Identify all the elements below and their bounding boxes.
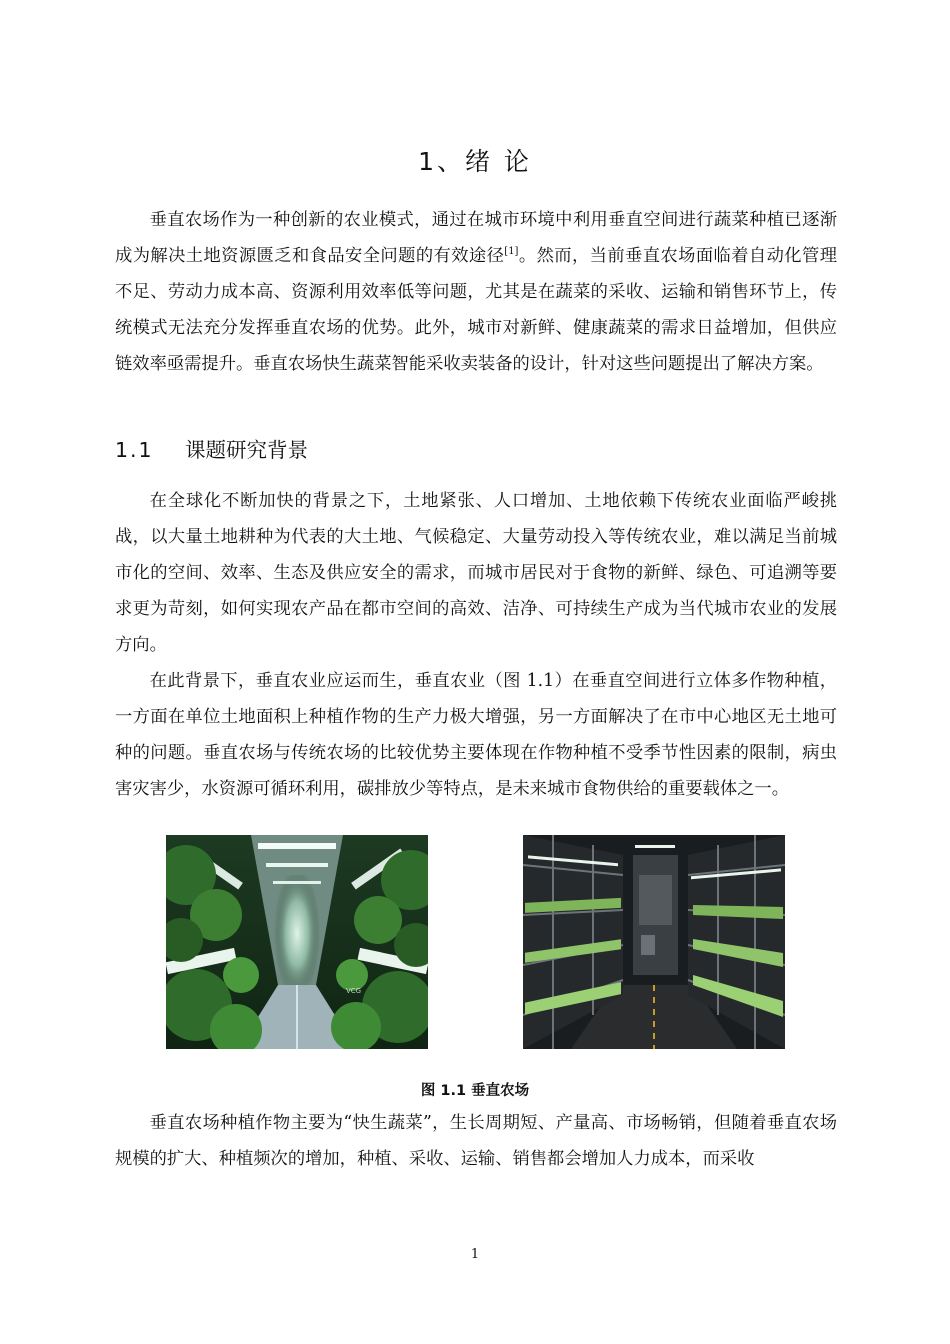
page-number: 1: [470, 1247, 480, 1262]
intro-paragraph: [115, 202, 837, 382]
intro-text-part1: 垂直农场作为一种创新的农业模式，通过在城市环境中利用垂直空间进行蔬菜种植已逐渐成为解决土地资源匮乏和食品安全问题的有效途径: [115, 210, 837, 267]
watermark-text: VCG: [346, 987, 362, 995]
background-paragraph-2: 在此背景下，垂直农业应运而生，垂直农业（图 1.1）在垂直空间进行立体多作物种植，一方面在单位土地面积上种植作物的生产力极大增强，另一方面解决了在市中心地区无土地可种的问题。垂直农场与传统农场的比较优势主要体现在作物种植不受季节性因素的限制，病虫害灾害少，水资源可循环利用，碳排放少等特点，是未来城市食物供给的重要载体之一。: [115, 671, 837, 800]
vertical-farm-photo-left: [166, 835, 428, 1049]
citation-ref[interactable]: [1]: [504, 246, 519, 258]
intro-text-part2: 。然而，当前垂直农场面临着自动化管理不足、劳动力成本高、资源利用效率低等问题，尤其是在蔬菜的采收、运输和销售环节上，传统模式无法充分发挥垂直农场的优势。此外，城市对新鲜、健康蔬菜的需求日益增加，但供应链效率亟需提升。垂直农场快生蔬菜智能采收卖装备的设计，针对这些问题提出了解决方案。: [115, 246, 837, 375]
section-number: 1.1: [115, 438, 154, 462]
figure-caption: 图 1.1 垂直农场: [420, 1083, 530, 1099]
vertical-farm-photo-right: [523, 835, 785, 1049]
section-title: 课题研究背景: [185, 438, 308, 462]
background-paragraph-1: 在全球化不断加快的背景之下，土地紧张、人口增加、土地依赖下传统农业面临严峻挑战，以大量土地耕种为代表的大土地、气候稳定、大量劳动投入等传统农业，难以满足当前城市化的空间、效率、生态及供应安全的需求，而城市居民对于食物的新鲜、绿色、可追溯等要求更为苛刻，如何实现农产品在都市空间的高效、洁净、可持续生产成为当代城市农业的发展方向。: [115, 491, 837, 656]
chapter-title: 1、绪 论: [418, 147, 532, 176]
section-heading: [115, 433, 308, 463]
content-paragraph: 垂直农场种植作物主要为“快生蔬菜”，生长周期短、产量高、市场畅销，但随着垂直农场规模的扩大、种植频次的增加，种植、采收、运输、销售都会增加人力成本，而采收: [115, 1113, 837, 1170]
